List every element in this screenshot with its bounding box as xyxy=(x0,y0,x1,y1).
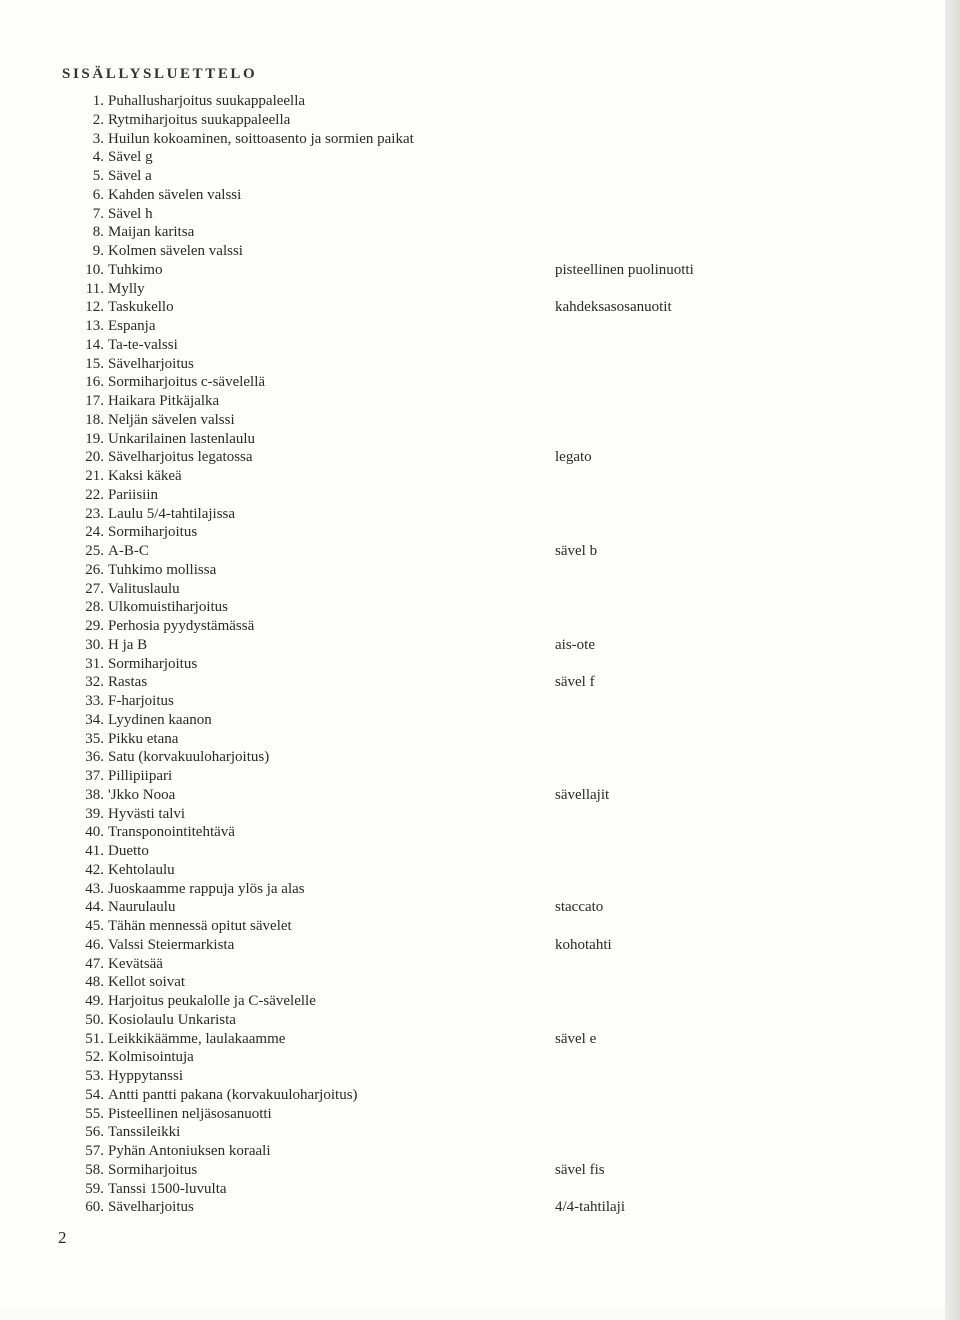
item-title: Tuhkimo mollissa xyxy=(108,561,217,578)
item-number: 33. xyxy=(85,693,104,709)
list-item xyxy=(70,748,414,767)
item-number: 26. xyxy=(85,561,104,578)
item-number: 32. xyxy=(85,674,104,691)
list-item xyxy=(70,448,414,467)
list-item xyxy=(70,730,414,749)
item-number: 16. xyxy=(85,374,104,391)
item-title: Sormiharjoitus c-sävelellä xyxy=(108,374,266,391)
list-item xyxy=(70,1123,414,1142)
item-title: Tuhkimo xyxy=(108,261,163,278)
item-title: Leikkikäämme, laulakaamme xyxy=(108,1030,286,1047)
item-number: 56. xyxy=(85,1124,104,1141)
item-title: Unkarilainen lastenlaulu xyxy=(108,430,256,447)
item-number: 2. xyxy=(92,111,104,128)
item-title: F-harjoitus xyxy=(108,693,174,709)
item-number: 52. xyxy=(85,1049,104,1066)
list-item xyxy=(70,1067,414,1086)
item-title: Transponointitehtävä xyxy=(108,824,235,841)
item-title: Tähän mennessä opitut sävelet xyxy=(108,918,292,934)
item-number: 36. xyxy=(85,749,104,766)
note-label: 4/4-tahtilaji xyxy=(555,1199,625,1216)
page-number: 2 xyxy=(58,1228,67,1247)
list-item xyxy=(70,973,414,992)
item-title: Ta-te-valssi xyxy=(108,336,178,353)
list-item xyxy=(70,617,414,636)
item-number: 49. xyxy=(85,993,104,1009)
item-number: 18. xyxy=(85,411,104,428)
item-number: 22. xyxy=(85,486,104,503)
item-title: Kolmen sävelen valssi xyxy=(108,243,243,259)
item-title: Perhosia pyydystämässä xyxy=(108,618,255,634)
item-title: Tanssi 1500-luvulta xyxy=(108,1180,227,1197)
list-item xyxy=(70,336,414,355)
item-number: 51. xyxy=(85,1030,104,1047)
item-title: Sormiharjoitus xyxy=(108,524,198,541)
item-title: Pyhän Antoniuksen koraali xyxy=(108,1143,271,1159)
list-item xyxy=(70,1030,414,1049)
item-number: 40. xyxy=(85,824,104,841)
list-item xyxy=(70,861,414,880)
item-number: 57. xyxy=(85,1143,104,1159)
item-title: Kahden sävelen valssi xyxy=(108,186,242,203)
list-item xyxy=(70,580,414,599)
item-title: Sormiharjoitus xyxy=(108,1161,198,1178)
item-title: Kaksi käkeä xyxy=(108,468,182,484)
item-title: Pillipiipari xyxy=(108,768,173,784)
list-item xyxy=(70,842,414,861)
item-title: Kolmisointuja xyxy=(108,1049,194,1066)
note-label: sävel f xyxy=(555,674,595,691)
list-item xyxy=(70,280,414,299)
item-title: Rytmiharjoitus suukappaleella xyxy=(108,111,291,128)
item-title: Neljän sävelen valssi xyxy=(108,411,235,428)
list-item xyxy=(70,1180,414,1199)
item-title: Maijan karitsa xyxy=(108,224,195,241)
item-title: Pariisiin xyxy=(108,486,159,503)
item-title: Kosiolaulu Unkarista xyxy=(108,1011,236,1028)
list-item xyxy=(70,242,414,261)
note-label: kahdeksasosanuotit xyxy=(555,299,672,316)
item-number: 42. xyxy=(85,861,104,878)
item-number: 20. xyxy=(85,449,104,466)
list-item xyxy=(70,92,414,111)
item-title: 'Jkko Nooa xyxy=(108,786,176,803)
item-number: 1. xyxy=(92,93,104,109)
note-label: kohotahti xyxy=(555,936,612,953)
item-number: 39. xyxy=(85,805,104,822)
item-number: 29. xyxy=(85,618,104,634)
item-number: 21. xyxy=(85,468,104,484)
item-title: Huilun kokoaminen, soittoasento ja sormien paikat xyxy=(108,130,414,147)
item-title: Naurulaulu xyxy=(108,899,176,916)
item-title: Sävelharjoitus xyxy=(108,355,194,372)
item-title: Sävelharjoitus legatossa xyxy=(108,449,253,466)
item-title: Puhallusharjoitus suukappaleella xyxy=(108,93,306,109)
item-title: Ulkomuistiharjoitus xyxy=(108,599,228,616)
note-label: pisteellinen puolinuotti xyxy=(555,261,694,278)
item-title: Pikku etana xyxy=(108,730,179,747)
item-number: 14. xyxy=(85,336,104,353)
item-title: Kehtolaulu xyxy=(108,861,175,878)
list-item xyxy=(70,692,414,711)
item-number: 37. xyxy=(85,768,104,784)
list-item xyxy=(70,467,414,486)
list-item xyxy=(70,355,414,374)
item-number: 4. xyxy=(92,149,104,166)
item-number: 24. xyxy=(85,524,104,541)
item-number: 23. xyxy=(85,505,104,522)
item-title: Harjoitus peukalolle ja C-sävelelle xyxy=(108,993,316,1009)
item-number: 38. xyxy=(85,786,104,803)
item-number: 15. xyxy=(85,355,104,372)
item-number: 35. xyxy=(85,730,104,747)
note-label: sävellajit xyxy=(555,786,610,803)
list-item xyxy=(70,261,414,280)
list-item xyxy=(70,917,414,936)
list-item xyxy=(70,673,414,692)
item-number: 46. xyxy=(85,936,104,953)
item-number: 50. xyxy=(85,1011,104,1028)
item-title: Mylly xyxy=(108,280,145,297)
item-number: 47. xyxy=(85,955,104,972)
item-number: 54. xyxy=(85,1086,104,1103)
list-item xyxy=(70,636,414,655)
list-item xyxy=(70,823,414,842)
item-number: 48. xyxy=(85,974,104,991)
item-number: 8. xyxy=(92,224,104,241)
item-number: 6. xyxy=(92,186,104,203)
item-title: Sävel a xyxy=(108,168,152,184)
item-title: Tanssileikki xyxy=(108,1124,181,1141)
item-title: Espanja xyxy=(108,318,156,334)
item-title: Kevätsää xyxy=(108,955,163,972)
note-label: staccato xyxy=(555,899,604,916)
item-number: 19. xyxy=(85,430,104,447)
item-number: 58. xyxy=(85,1161,104,1178)
item-title: Kellot soivat xyxy=(108,974,186,991)
list-item xyxy=(70,1161,414,1180)
item-number: 53. xyxy=(85,1068,104,1084)
item-title: Haikara Pitkäjalka xyxy=(108,393,220,409)
list-item xyxy=(70,130,414,149)
item-number: 60. xyxy=(85,1199,104,1216)
list-item xyxy=(70,1086,414,1105)
item-number: 34. xyxy=(85,711,104,728)
list-item xyxy=(70,655,414,674)
item-number: 59. xyxy=(85,1180,104,1197)
item-title: Valssi Steiermarkista xyxy=(108,936,235,953)
item-title: Juoskaamme rappuja ylös ja alas xyxy=(108,880,305,897)
item-number: 7. xyxy=(92,205,104,222)
item-number: 45. xyxy=(85,918,104,934)
list-item xyxy=(70,992,414,1011)
item-title: Satu (korvakuuloharjoitus) xyxy=(108,749,270,766)
item-number: 27. xyxy=(85,580,104,597)
item-number: 5. xyxy=(92,168,104,184)
item-title: Hyppytanssi xyxy=(108,1068,183,1084)
item-title: Sävel g xyxy=(108,149,153,166)
list-item xyxy=(70,1198,414,1217)
item-number: 9. xyxy=(92,243,104,259)
list-item xyxy=(70,880,414,899)
list-item xyxy=(70,392,414,411)
item-number: 12. xyxy=(85,299,104,316)
note-label: legato xyxy=(555,449,592,466)
item-title: Valituslaulu xyxy=(108,580,180,597)
item-title: Hyvästi talvi xyxy=(108,805,186,822)
list-item xyxy=(70,805,414,824)
list-item xyxy=(70,955,414,974)
item-title: Pisteellinen neljäsosanuotti xyxy=(108,1105,272,1122)
item-number: 28. xyxy=(85,599,104,616)
list-item xyxy=(70,111,414,130)
list-item xyxy=(70,561,414,580)
item-title: Sormiharjoitus xyxy=(108,655,198,672)
list-item xyxy=(70,936,414,955)
item-title: H ja B xyxy=(108,636,148,653)
list-item xyxy=(70,430,414,449)
item-number: 11. xyxy=(85,280,104,297)
list-item xyxy=(70,711,414,730)
list-item xyxy=(70,223,414,242)
list-item xyxy=(70,542,414,561)
list-item xyxy=(70,186,414,205)
item-number: 55. xyxy=(85,1105,104,1122)
list-item xyxy=(70,205,414,224)
list-item xyxy=(70,767,414,786)
list-item xyxy=(70,486,414,505)
list-item xyxy=(70,317,414,336)
note-label: ais-ote xyxy=(555,636,595,653)
list-item xyxy=(70,148,414,167)
item-number: 10. xyxy=(85,261,104,278)
page-title: SISÄLLYSLUETTELO xyxy=(62,66,258,82)
list-item xyxy=(70,523,414,542)
item-title: Duetto xyxy=(108,843,149,859)
note-label: sävel e xyxy=(555,1030,597,1047)
page-edge-shadow xyxy=(945,0,960,1320)
list-item xyxy=(70,505,414,524)
item-title: A-B-C xyxy=(108,543,149,559)
item-title: Antti pantti pakana (korvakuuloharjoitus) xyxy=(108,1086,358,1103)
list-item xyxy=(70,1048,414,1067)
list-item xyxy=(70,598,414,617)
item-title: Lyydinen kaanon xyxy=(108,711,212,728)
item-number: 3. xyxy=(92,130,104,147)
item-title: Taskukello xyxy=(108,299,174,316)
list-item xyxy=(70,1142,414,1161)
note-label: sävel b xyxy=(555,543,598,559)
list-item xyxy=(70,1105,414,1124)
item-number: 17. xyxy=(85,393,104,409)
note-label: sävel fis xyxy=(555,1161,605,1178)
list-item xyxy=(70,898,414,917)
item-number: 25. xyxy=(85,543,104,559)
item-number: 31. xyxy=(85,655,104,672)
item-title: Rastas xyxy=(108,674,148,691)
list-item xyxy=(70,298,414,317)
list-item xyxy=(70,411,414,430)
list-item xyxy=(70,1011,414,1030)
contents-list xyxy=(70,92,414,1217)
item-title: Sävelharjoitus xyxy=(108,1199,194,1216)
list-item xyxy=(70,373,414,392)
item-number: 44. xyxy=(85,899,104,916)
item-number: 41. xyxy=(85,843,104,859)
item-number: 13. xyxy=(85,318,104,334)
item-title: Sävel h xyxy=(108,205,153,222)
list-item xyxy=(70,167,414,186)
list-item xyxy=(70,786,414,805)
item-number: 30. xyxy=(85,636,104,653)
item-title: Laulu 5/4-tahtilajissa xyxy=(108,505,236,522)
item-number: 43. xyxy=(85,880,104,897)
